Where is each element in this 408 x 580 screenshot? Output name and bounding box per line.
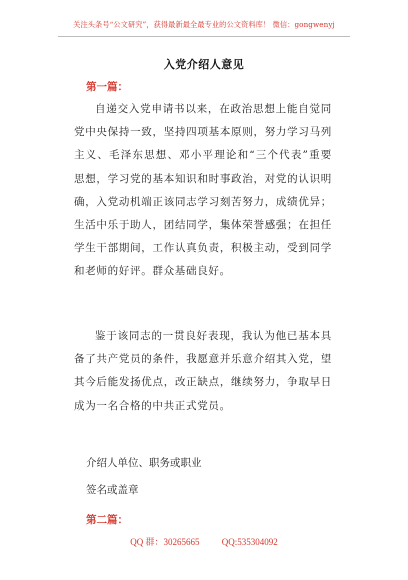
- section-label-second: 第二篇：: [86, 514, 128, 526]
- header-divider: [58, 36, 350, 37]
- page-title: 入党介绍人意见: [163, 58, 245, 71]
- header-note: 关注头条号“公文研究”，获得最新最全最专业的公文资料库！ 微信：gongwenyj: [73, 20, 335, 29]
- introducer-unit-line: 介绍人单位、职务或职业: [86, 457, 202, 469]
- qq-text: QQ:535304092: [221, 537, 278, 547]
- section-label-first: 第一篇：: [86, 81, 128, 93]
- footer-contact: [0, 535, 408, 548]
- qq-group-text: QQ 群：30265665: [130, 537, 200, 547]
- paragraph-1: 自递交入党申请书以来，在政治思想上能自觉同党中央保持一致，坚持四项基本原则，努力学习马列主义、毛泽东思想、邓小平理论和“三个代表”重要思想，学习党的基本知识和时事政治，对党的认识明确，入党动机端正该同志学习刻苦努力，成绩优异；生活中乐于助人，团结同学，集体荣誉感强；在担任学生干部期间，工作认真负责，积极主动，受到同学和老师的好评。群众基础良好。: [74, 103, 332, 278]
- signature-line: 签名或盖章: [86, 484, 139, 496]
- paragraph-2: 鉴于该同志的一贯良好表现，我认为他已基本具备了共产党员的条件，我愿意并乐意介绍其入党，望其今后能发扬优点，改正缺点，继续努力，争取早日成为一名合格的中共正式党员。: [74, 330, 332, 412]
